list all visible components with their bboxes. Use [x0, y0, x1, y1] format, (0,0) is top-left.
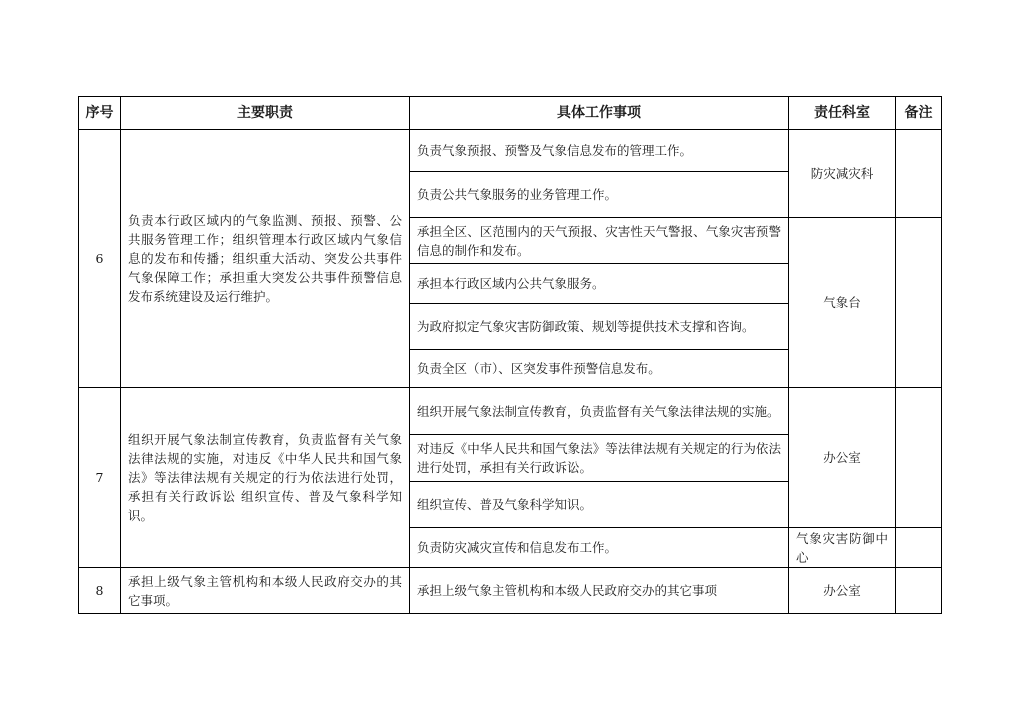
dept-cell: 防灾减灾科 [789, 130, 896, 218]
document-page [78, 96, 941, 614]
note-cell [896, 218, 942, 388]
task-cell: 负责全区（市）、区突发事件预警信息发布。 [410, 350, 789, 388]
header-dept: 责任科室 [789, 97, 896, 130]
task-cell: 为政府拟定气象灾害防御政策、规划等提供技术支撑和咨询。 [410, 304, 789, 350]
duty-cell: 承担上级气象主管机构和本级人民政府交办的其它事项。 [121, 568, 410, 614]
header-task: 具体工作事项 [410, 97, 789, 130]
task-cell: 负责气象预报、预警及气象信息发布的管理工作。 [410, 130, 789, 172]
note-cell [896, 388, 942, 528]
note-cell [896, 568, 942, 614]
header-note: 备注 [896, 97, 942, 130]
dept-cell: 办公室 [789, 568, 896, 614]
seq-cell: 6 [79, 130, 121, 388]
task-cell: 负责公共气象服务的业务管理工作。 [410, 172, 789, 218]
task-cell: 负责防灾减灾宣传和信息发布工作。 [410, 528, 789, 568]
table-row [79, 388, 942, 435]
table-row [79, 130, 942, 172]
task-cell: 承担全区、区范围内的天气预报、灾害性天气警报、气象灾害预警信息的制作和发布。 [410, 218, 789, 264]
dept-cell: 办公室 [789, 388, 896, 528]
duty-cell: 负责本行政区域内的气象监测、预报、预警、公共服务管理工作；组织管理本行政区域内气象信息的发布和传播；组织重大活动、突发公共事件气象保障工作；承担重大突发公共事件预警信息发布系统建设及运行维护。 [121, 130, 410, 388]
task-cell: 组织开展气象法制宣传教育，负责监督有关气象法律法规的实施。 [410, 388, 789, 435]
task-cell: 组织宣传、普及气象科学知识。 [410, 482, 789, 528]
header-duty: 主要职责 [121, 97, 410, 130]
dept-cell: 气象台 [789, 218, 896, 388]
task-cell: 对违反《中华人民共和国气象法》等法律法规有关规定的行为依法进行处罚，承担有关行政诉讼。 [410, 435, 789, 482]
task-cell: 承担本行政区域内公共气象服务。 [410, 264, 789, 304]
table-row [79, 568, 942, 614]
note-cell [896, 528, 942, 568]
table-header-row [79, 97, 942, 130]
task-cell: 承担上级气象主管机构和本级人民政府交办的其它事项 [410, 568, 789, 614]
duty-table [78, 96, 942, 614]
dept-cell: 气象灾害防御中心 [789, 528, 896, 568]
note-cell [896, 130, 942, 218]
seq-cell: 8 [79, 568, 121, 614]
header-seq: 序号 [79, 97, 121, 130]
duty-cell: 组织开展气象法制宣传教育，负责监督有关气象法律法规的实施，对违反《中华人民共和国气象法》等法律法规有关规定的行为依法进行处罚，承担有关行政诉讼 组织宣传、普及气象科学知识。 [121, 388, 410, 568]
seq-cell: 7 [79, 388, 121, 568]
